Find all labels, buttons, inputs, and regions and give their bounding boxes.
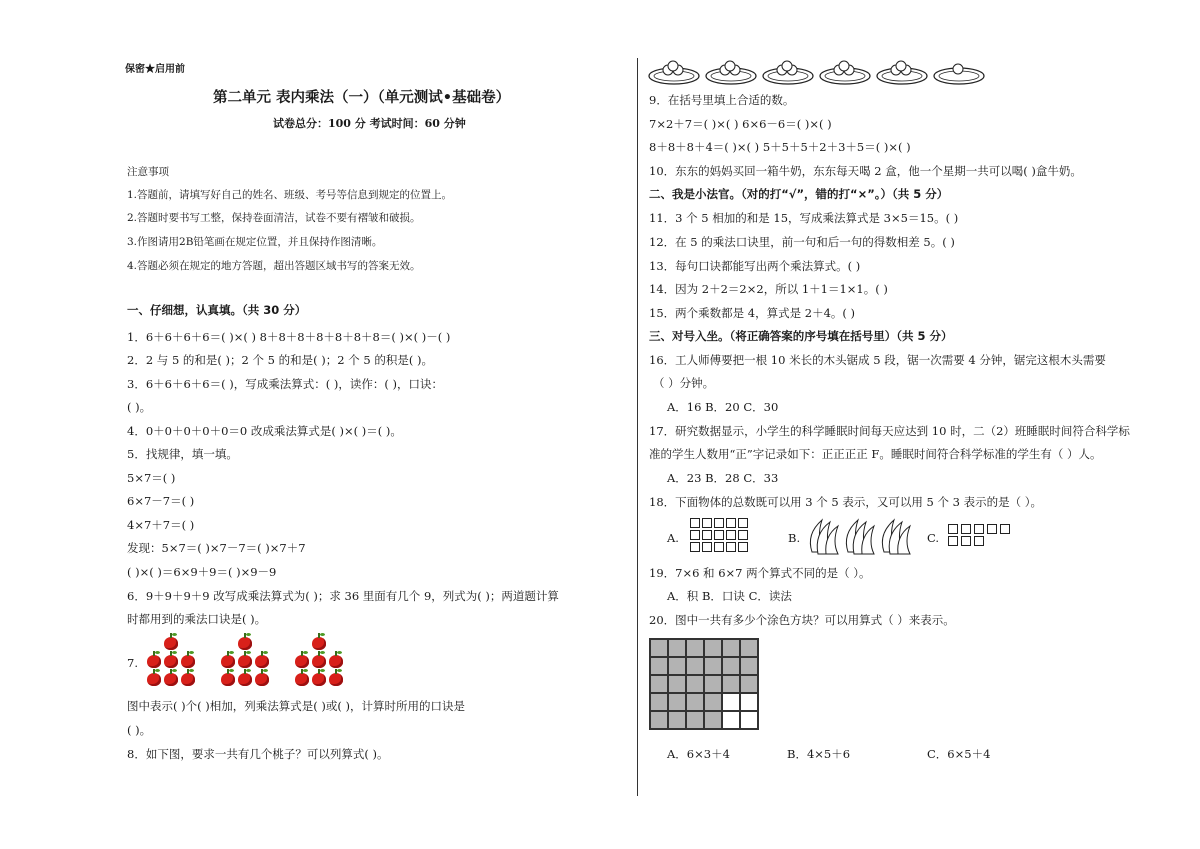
question-16-cont: （ ）分钟。 — [653, 376, 715, 390]
apple-icon — [329, 673, 343, 686]
question-20-option-c: C．6×5＋4 — [927, 747, 991, 761]
notice-item: 4.答题必须在规定的地方答题，超出答题区域书写的答案无效。 — [127, 260, 421, 272]
apple-icon — [221, 673, 235, 686]
option-a-label: A. — [667, 531, 679, 545]
apple-icon — [147, 673, 161, 686]
apple-icon — [238, 673, 252, 686]
option-b-label: B. — [788, 531, 801, 545]
question-17-cont: 准的学生人数用“正”字记录如下：正正正正 F。睡眠时间符合科学标准的学生有（ ）人。 — [649, 447, 1102, 461]
plate-icon — [706, 61, 756, 84]
plate-icon — [877, 61, 927, 84]
secret-mark: 保密★启用前 — [125, 64, 185, 75]
question-7-cont: ( )。 — [127, 723, 152, 737]
option-c-label: C. — [927, 531, 940, 545]
question-5-line: 6×7－7＝( ) — [127, 494, 195, 508]
apple-icon — [312, 637, 326, 650]
plate-icon — [649, 61, 699, 84]
question-16-options: A．16 B．20 C．30 — [667, 400, 779, 414]
question-14: 14．因为 2＋2＝2×2，所以 1＋1＝1×1。( ) — [649, 282, 888, 296]
question-18: 18．下面物体的总数既可以用 3 个 5 表示，又可以用 5 个 3 表示的是（ ）。 — [649, 495, 1043, 509]
apple-icon — [312, 655, 326, 668]
question-3: 3．6＋6＋6＋6＝( )，写成乘法算式：( )，读作：( )，口诀： — [127, 377, 443, 391]
question-19-options: A．积 B．口诀 C．读法 — [667, 589, 792, 603]
notice-item: 2.答题时要书写工整，保持卷面清洁，试卷不要有褶皱和破损。 — [127, 212, 421, 224]
apple-icon — [295, 673, 309, 686]
apple-icon — [255, 655, 269, 668]
question-20-option-b: B．4×5＋6 — [787, 747, 851, 761]
apple-icon — [295, 655, 309, 668]
question-17-options: A．23 B．28 C．33 — [667, 471, 779, 485]
apple-icon — [329, 655, 343, 668]
apple-icon — [181, 673, 195, 686]
question-7: 图中表示( )个( )相加，列乘法算式是( )或( )，计算时所用的口诀是 — [127, 699, 466, 713]
question-5-line: 5×7＝( ) — [127, 471, 176, 485]
squares-3x5-figure — [690, 518, 748, 552]
banana-bunch-icon — [882, 520, 910, 554]
exam-meta: 试卷总分：100 分 考试时间：60 分钟 — [273, 117, 466, 130]
question-5: 5．找规律，填一填。 — [127, 447, 238, 461]
question-20-option-a: A．6×3＋4 — [667, 747, 730, 761]
section-2-heading: 二、我是小法官。（对的打“√”，错的打“×”。）（共 5 分） — [649, 187, 949, 201]
question-7-label: 7. — [127, 656, 138, 670]
question-10: 10．东东的妈妈买回一箱牛奶，东东每天喝 2 盒，他一个星期一共可以喝( )盒牛奶。 — [649, 164, 1082, 178]
apple-icon — [181, 655, 195, 668]
question-19: 19．7×6 和 6×7 两个算式不同的是（ ）。 — [649, 566, 871, 580]
question-9-line: 8＋8＋8＋4＝( )×( ) 5＋5＋5＋2＋3＋5＝( )×( ) — [649, 140, 911, 154]
apple-icon — [164, 637, 178, 650]
shaded-grid-figure — [649, 638, 759, 730]
squares-5-and-3-figure — [948, 524, 1024, 546]
plate-icon — [763, 61, 813, 84]
apple-icon — [238, 655, 252, 668]
apple-icon — [255, 673, 269, 686]
notice-item: 1.答题前，请填写好自己的姓名、班级、考号等信息到规定的位置上。 — [127, 189, 453, 201]
apple-icon — [221, 655, 235, 668]
notice-heading: 注意事项 — [127, 166, 169, 178]
plate-icon — [820, 61, 870, 84]
section-3-heading: 三、对号入坐。（将正确答案的序号填在括号里）（共 5 分） — [649, 329, 953, 343]
question-20: 20．图中一共有多少个涂色方块？可以用算式（ ）来表示。 — [649, 613, 955, 627]
question-11: 11．3 个 5 相加的和是 15，写成乘法算式是 3×5＝15。( ) — [649, 211, 959, 225]
bananas-figure — [804, 516, 914, 558]
question-8: 8．如下图，要求一共有几个桃子？可以列算式( )。 — [127, 747, 389, 761]
question-5-line: 发现：5×7＝( )×7－7＝( )×7＋7 — [127, 541, 306, 555]
question-9: 9．在括号里填上合适的数。 — [649, 93, 795, 107]
question-4: 4．0＋0＋0＋0＋0＝0 改成乘法算式是( )×( )＝( )。 — [127, 424, 402, 438]
apple-icon — [164, 673, 178, 686]
banana-bunch-icon — [846, 520, 874, 554]
peach-plates-figure — [648, 58, 993, 86]
column-divider — [637, 58, 638, 796]
question-5-line: ( )×( )＝6×9＋9＝( )×9－9 — [127, 565, 277, 579]
question-6: 6．9＋9＋9＋9 改写成乘法算式为( )；求 36 里面有几个 9，列式为( )；两道题计算 — [127, 589, 559, 603]
question-13: 13．每句口诀都能写出两个乘法算式。( ) — [649, 259, 861, 273]
exam-title: 第二单元 表内乘法（一）（单元测试•基础卷） — [213, 90, 511, 106]
question-12: 12．在 5 的乘法口诀里，前一句和后一句的得数相差 5。( ) — [649, 235, 955, 249]
question-16: 16．工人师傅要把一根 10 米长的木头锯成 5 段，锯一次需要 4 分钟，锯完这根木头需要 — [649, 353, 1106, 367]
question-5-line: 4×7＋7＝( ) — [127, 518, 195, 532]
apple-icon — [164, 655, 178, 668]
section-1-heading: 一、仔细想，认真填。（共 30 分） — [127, 303, 307, 317]
question-2: 2．2 与 5 的和是( )；2 个 5 的和是( )；2 个 5 的积是( )。 — [127, 353, 434, 367]
notice-item: 3.作图请用2B铅笔画在规定位置，并且保持作图清晰。 — [127, 236, 383, 248]
question-15: 15．两个乘数都是 4，算式是 2＋4。( ) — [649, 306, 856, 320]
apple-icon — [238, 637, 252, 650]
question-6-cont: 时都用到的乘法口诀是( )。 — [127, 612, 267, 626]
question-17: 17．研究数据显示，小学生的科学睡眠时间每天应达到 10 时，二（2）班睡眠时间符合科学标 — [649, 424, 1130, 438]
question-9-line: 7×2＋7＝( )×( ) 6×6－6＝( )×( ) — [649, 117, 832, 131]
question-1: 1．6＋6＋6＋6＝( )×( ) 8＋8＋8＋8＋8＋8＋8＝( )×( )－( ) — [127, 330, 451, 344]
question-3-cont: ( )。 — [127, 400, 152, 414]
apple-icon — [312, 673, 326, 686]
plate-icon — [934, 64, 984, 84]
banana-bunch-icon — [810, 520, 838, 554]
apple-icon — [147, 655, 161, 668]
